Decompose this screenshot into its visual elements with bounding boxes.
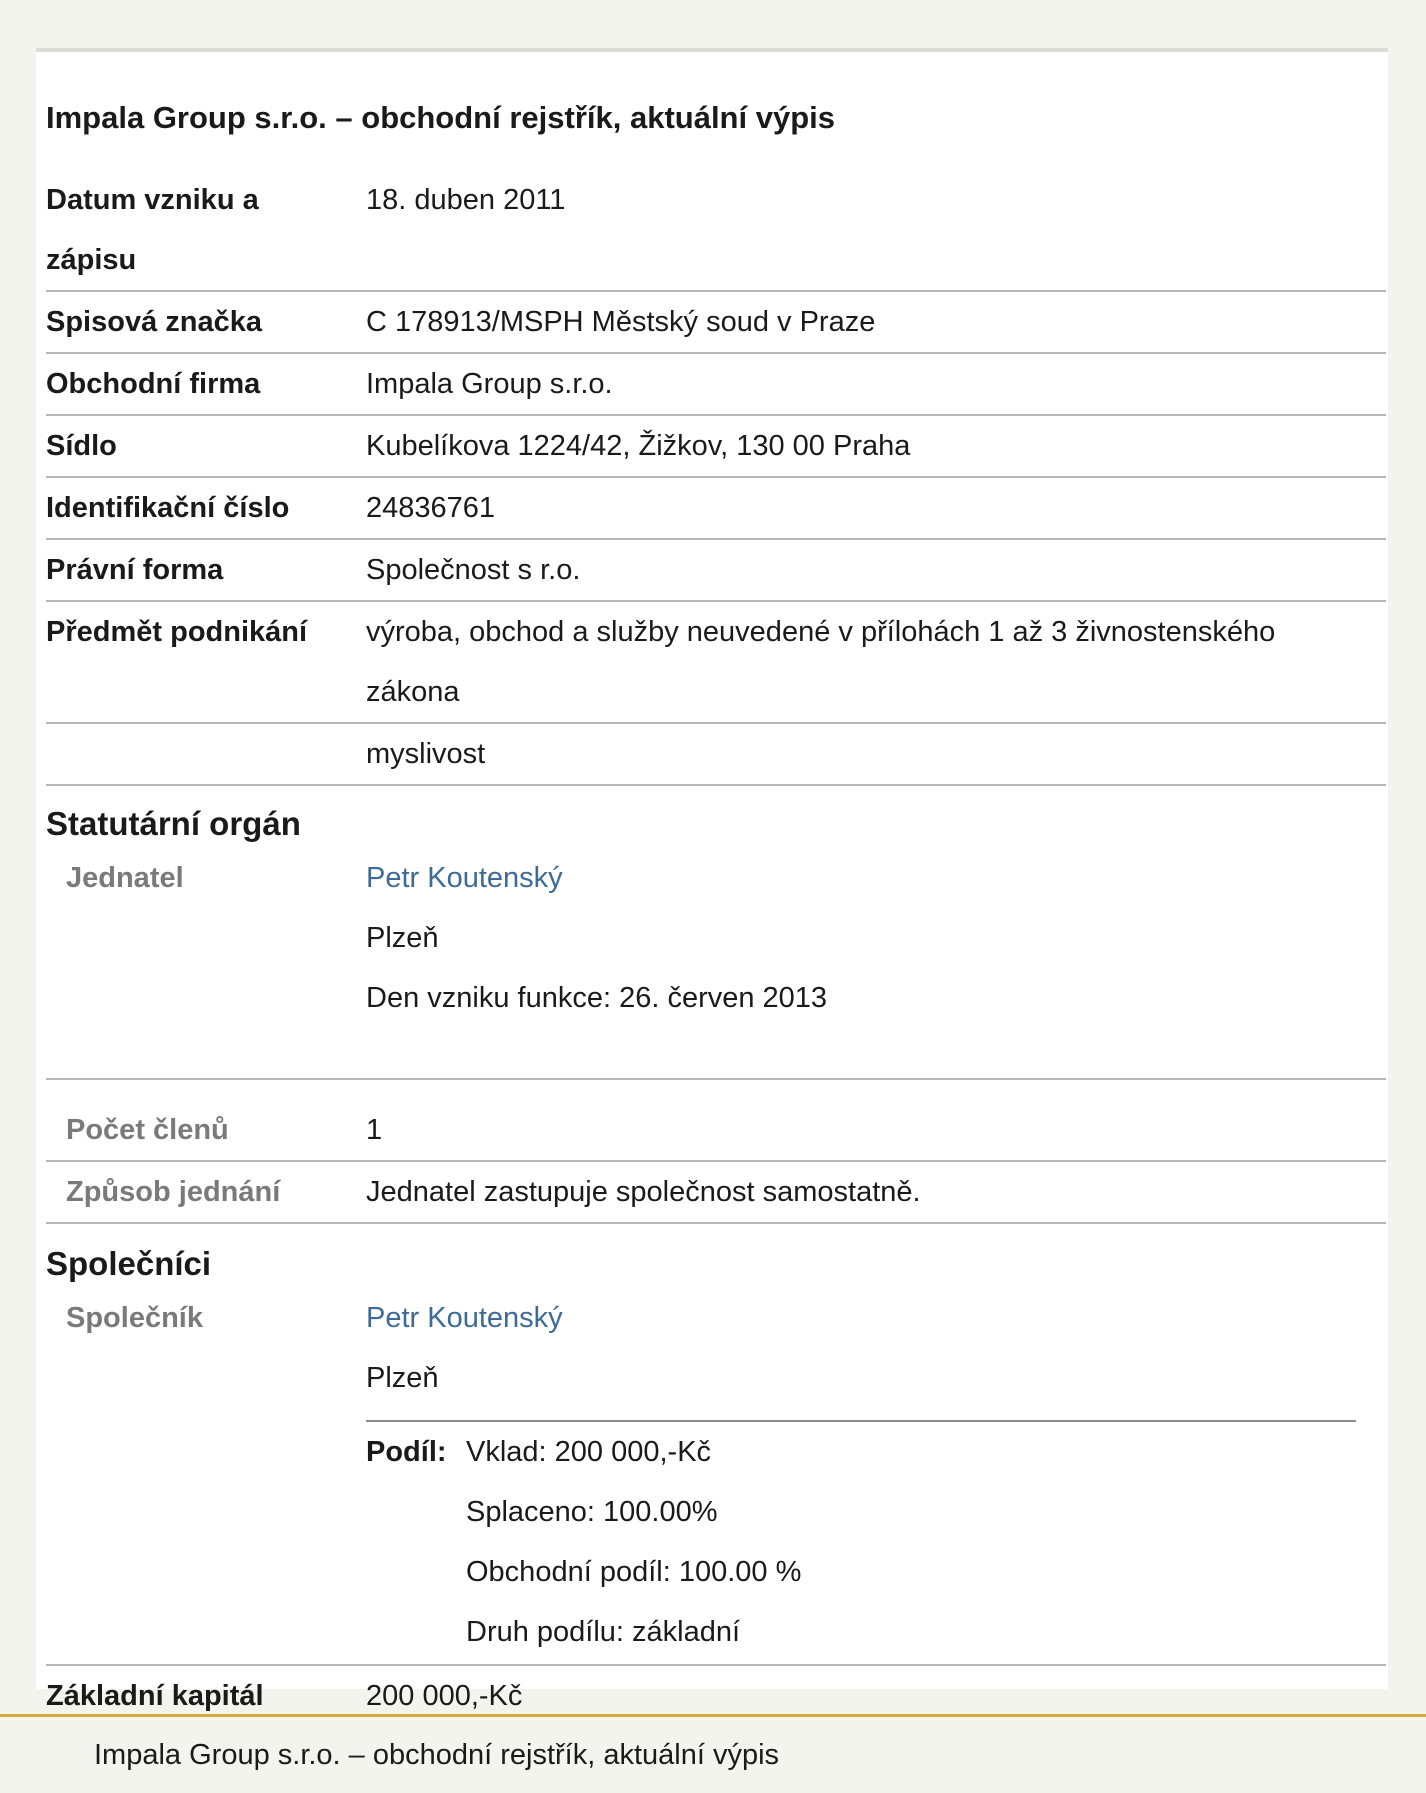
row-label: Základní kapitál	[46, 1680, 264, 1712]
row-value: 18. duben 2011	[366, 184, 566, 216]
row-label: Obchodní firma	[46, 368, 261, 400]
podil-druh: Druh podílu: základní	[466, 1616, 741, 1648]
page-footer	[0, 1714, 1426, 1793]
row-spisova-znacka	[46, 292, 1386, 354]
row-label: Počet členů	[66, 1114, 229, 1146]
row-value: 200 000,-Kč	[366, 1680, 523, 1712]
row-pocet-clenu	[46, 1080, 1386, 1162]
row-label: Jednatel	[66, 862, 184, 894]
page-title: Impala Group s.r.o. – obchodní rejstřík, aktuální výpis	[46, 100, 835, 135]
row-label: Předmět podnikání	[46, 616, 308, 648]
row-label: Spisová značka	[46, 306, 262, 338]
row-sidlo	[46, 416, 1386, 478]
jednatel-since: Den vzniku funkce: 26. červen 2013	[366, 982, 828, 1014]
label-line-2: zápisu	[46, 244, 137, 276]
spolecnik-city: Plzeň	[366, 1362, 439, 1394]
row-label: Právní forma	[46, 554, 224, 586]
podil-obchodni: Obchodní podíl: 100.00 %	[466, 1556, 802, 1588]
podil-vklad: Vklad: 200 000,-Kč	[466, 1436, 712, 1468]
section-spolecnici: Společníci	[46, 1245, 212, 1282]
row-zpusob-jednani	[46, 1162, 1386, 1224]
podil-values	[466, 1422, 801, 1662]
row-value: Impala Group s.r.o.	[366, 368, 613, 400]
podil-label: Podíl:	[366, 1436, 447, 1468]
row-value	[366, 1288, 1376, 1408]
row-obchodni-firma	[46, 354, 1386, 416]
spolecnik-link[interactable]: Petr Koutenský	[366, 1302, 563, 1334]
row-predmet-myslivost	[46, 724, 1386, 786]
row-jednatel	[46, 848, 1386, 1080]
row-value: C 178913/MSPH Městský soud v Praze	[366, 306, 876, 338]
registry-card	[36, 48, 1388, 1712]
row-value: Společnost s r.o.	[366, 554, 581, 586]
row-label	[46, 170, 346, 290]
row-value: 24836761	[366, 492, 496, 524]
jednatel-link[interactable]: Petr Koutenský	[366, 862, 563, 894]
row-label: Sídlo	[46, 430, 117, 462]
row-value: Jednatel zastupuje společnost samostatně.	[366, 1176, 921, 1208]
row-value: Kubelíkova 1224/42, Žižkov, 130 00 Praha	[366, 430, 911, 462]
row-label: Společník	[66, 1302, 203, 1334]
row-value: 1	[366, 1114, 383, 1146]
row-value	[366, 602, 1376, 722]
footer-title: Impala Group s.r.o. – obchodní rejstřík, aktuální výpis	[94, 1739, 780, 1771]
podil-splaceno: Splaceno: 100.00%	[466, 1496, 718, 1528]
row-predmet-podnikani	[46, 602, 1386, 724]
label-line-1: Datum vzniku a	[46, 184, 259, 216]
section-statutarni-organ: Statutární orgán	[46, 805, 301, 842]
row-spolecnik	[46, 1288, 1386, 1666]
row-datum-vzniku	[46, 170, 1386, 292]
value-line-1: výroba, obchod a služby neuvedené v přílohách 1 až 3 živnostenského	[366, 616, 1276, 648]
row-label: Způsob jednání	[66, 1176, 281, 1208]
value-line-2: zákona	[366, 676, 460, 708]
row-pravni-forma	[46, 540, 1386, 602]
row-identifikacni-cislo	[46, 478, 1386, 540]
row-value	[366, 848, 1376, 1028]
row-label: Identifikační číslo	[46, 492, 290, 524]
jednatel-city: Plzeň	[366, 922, 439, 954]
row-value: myslivost	[366, 738, 486, 770]
